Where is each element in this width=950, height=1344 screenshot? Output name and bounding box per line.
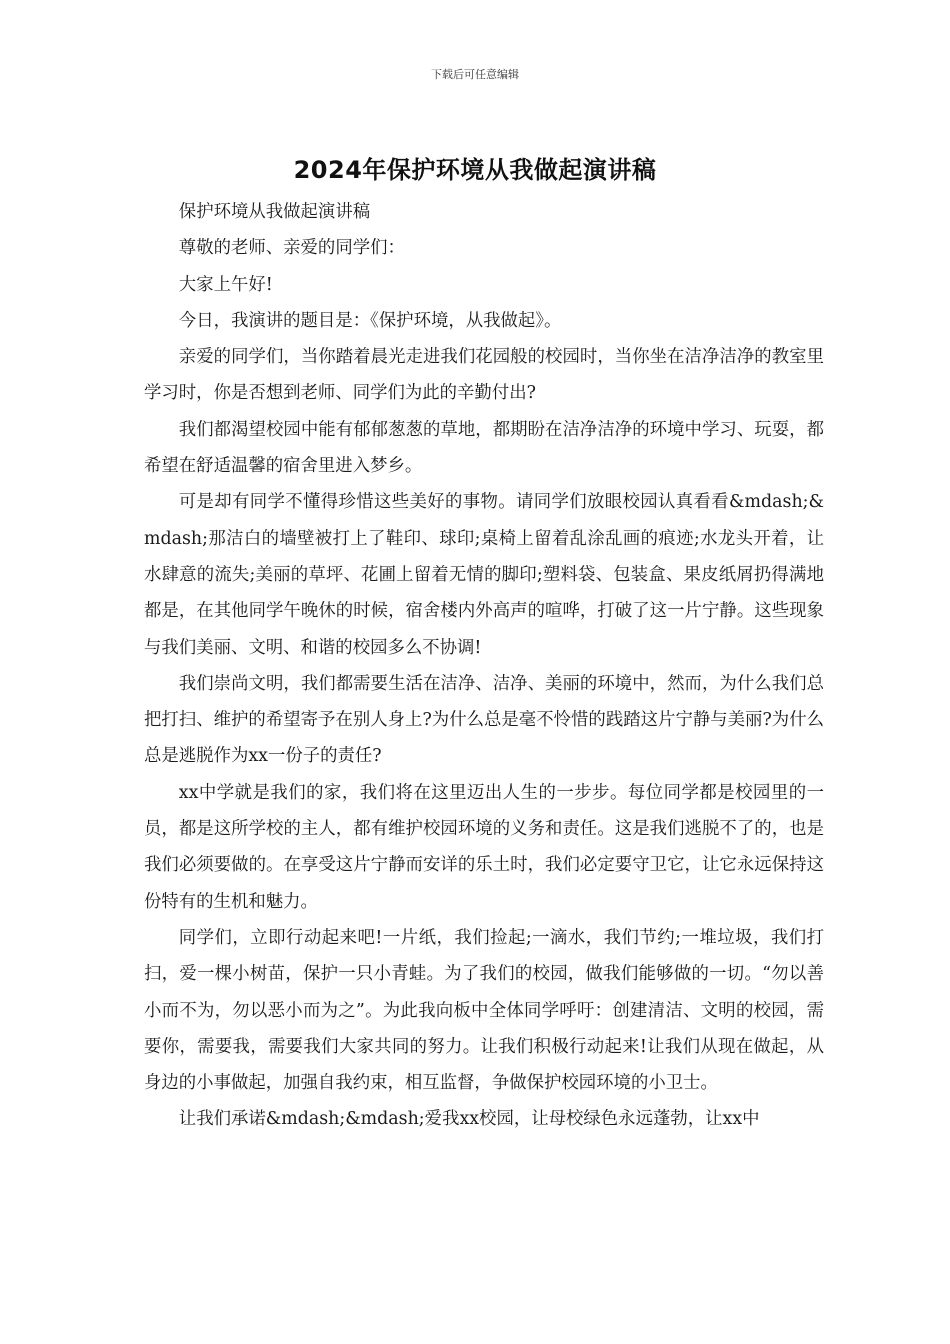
- paragraph: 同学们，立即行动起来吧!一片纸，我们捡起;一滴水，我们节约;一堆垃圾，我们打扫，爱一棵小树苗，保护一只小青蛙。为了我们的校园，做我们能够做的一切。“勿以善小而不为，勿以恶小而为之”。为此我向板中全体同学呼吁：创建清洁、文明的校园，需要你，需要我，需要我们大家共同的努力。让我们积极行动起来!让我们从现在做起，从身边的小事做起，加强自我约束，相互监督，争做保护校园环境的小卫士。: [144, 927, 824, 1094]
- document-body: [144, 194, 824, 1138]
- paragraph: 让我们承诺&mdash;&mdash;爱我xx校园，让母校绿色永远蓬勃，让xx中: [178, 1109, 760, 1130]
- document-title: 2024年保护环境从我做起演讲稿: [293, 156, 657, 184]
- paragraph: xx中学就是我们的家，我们将在这里迈出人生的一步步。每位同学都是校园里的一员，都是这所学校的主人，都有维护校园环境的义务和责任。这是我们逃脱不了的，也是我们必须要做的。在享受这片宁静而安详的乐土时，我们必定要守卫它，让它永远保持这份特有的生机和魅力。: [144, 782, 824, 912]
- paragraph: 我们崇尚文明，我们都需要生活在洁净、洁净、美丽的环境中，然而，为什么我们总把打扫、维护的希望寄予在别人身上?为什么总是毫不怜惜的践踏这片宁静与美丽?为什么总是逃脱作为xx一份子的责任?: [144, 673, 824, 767]
- paragraph: 可是却有同学不懂得珍惜这些美好的事物。请同学们放眼校园认真看看&mdash;&mdash;那洁白的墙壁被打上了鞋印、球印;桌椅上留着乱涂乱画的痕迹;水龙头开着，让水肆意的流失;美丽的草坪、花圃上留着无情的脚印;塑料袋、包装盒、果皮纸屑扔得满地都是，在其他同学午晚休的时候，宿舍楼内外高声的喧哗，打破了这一片宁静。这些现象与我们美丽、文明、和谐的校园多么不协调!: [144, 492, 824, 658]
- header-note: 下载后可任意编辑: [431, 68, 519, 81]
- paragraph: 大家上午好!: [178, 274, 273, 295]
- paragraph: 我们都渴望校园中能有郁郁葱葱的草地，都期盼在洁净洁净的环境中学习、玩耍，都希望在舒适温馨的宿舍里进入梦乡。: [144, 419, 824, 477]
- paragraph: 今日，我演讲的题目是：《保护环境，从我做起》。: [178, 310, 562, 331]
- paragraph: 亲爱的同学们，当你踏着晨光走进我们花园般的校园时，当你坐在洁净洁净的教室里学习时，你是否想到老师、同学们为此的辛勤付出?: [144, 347, 824, 404]
- paragraph: 尊敬的老师、亲爱的同学们：: [178, 238, 405, 259]
- paragraph: 保护环境从我做起演讲稿: [178, 202, 371, 222]
